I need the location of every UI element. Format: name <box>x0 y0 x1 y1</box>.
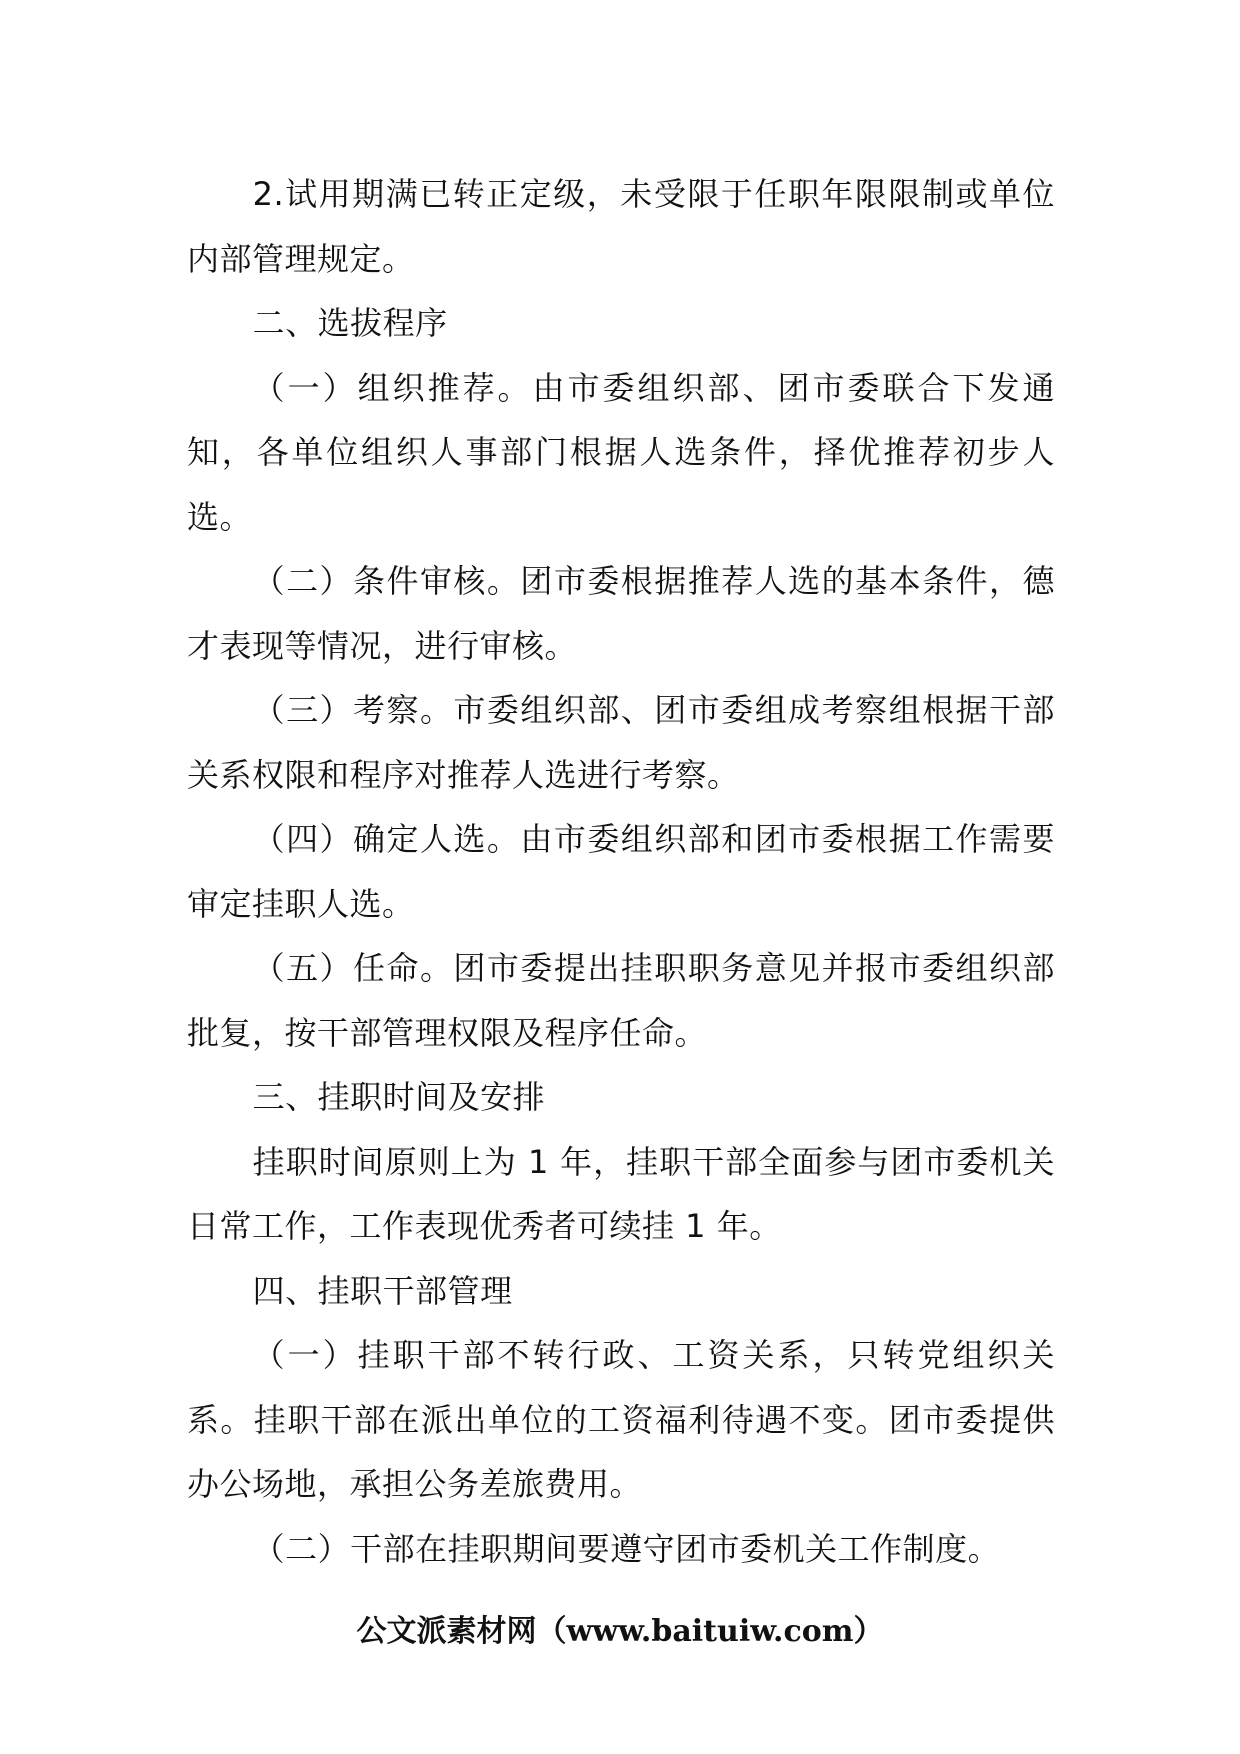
paragraph-determine-candidates: （四）确定人选。由市委组织部和团市委根据工作需要审定挂职人选。 <box>187 820 1055 923</box>
document-body <box>187 162 1055 1581</box>
paragraph-relations-and-salary: （一）挂职干部不转行政、工资关系，只转党组织关系。挂职干部在派出单位的工资福利待遇不变。团市委提供办公场地，承担公务差旅费用。 <box>187 1336 1055 1503</box>
paragraph-work-rules: （二）干部在挂职期间要遵守团市委机关工作制度。 <box>252 1529 1001 1568</box>
paragraph-condition-review: （二）条件审核。团市委根据推荐人选的基本条件，德才表现等情况，进行审核。 <box>187 562 1055 665</box>
heading-selection-procedure: 二、选拔程序 <box>252 304 448 342</box>
footer-watermark: 公文派素材网（www.baituiw.com） <box>356 1614 884 1649</box>
paragraph-organization-recommendation: （一）组织推荐。由市委组织部、团市委联合下发通知，各单位组织人事部门根据人选条件，择优推荐初步人选。 <box>187 368 1055 536</box>
paragraph-inspection: （三）考察。市委组织部、团市委组成考察组根据干部关系权限和程序对推荐人选进行考察。 <box>187 691 1055 794</box>
paragraph-appointment: （五）任命。团市委提出挂职职务意见并报市委组织部批复，按干部管理权限及程序任命。 <box>187 949 1055 1052</box>
heading-time-and-arrangement: 三、挂职时间及安排 <box>252 1078 546 1116</box>
heading-cadre-management: 四、挂职干部管理 <box>252 1271 513 1310</box>
paragraph-time-duration: 挂职时间原则上为 1 年，挂职干部全面参与团市委机关日常工作，工作表现优秀者可续挂 1 年。 <box>187 1142 1055 1245</box>
paragraph-eligibility-2: 2.试用期满已转正定级，未受限于任职年限限制或单位内部管理规定。 <box>187 175 1055 278</box>
